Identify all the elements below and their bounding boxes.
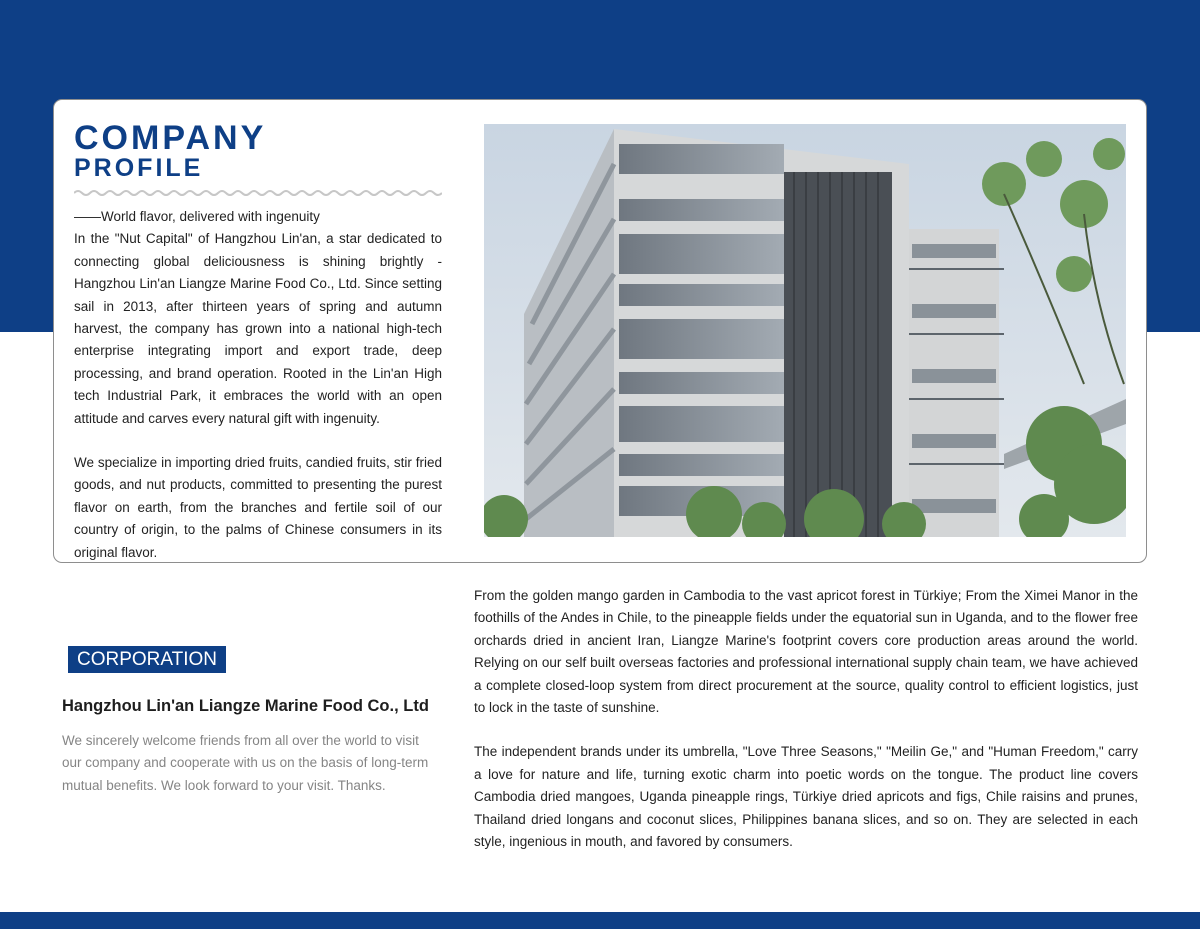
footer-band [0,912,1200,929]
corporation-tag: CORPORATION [68,646,226,673]
welcome-text: We sincerely welcome friends from all over the world to visit our company and cooperate with us on the basis of long-term mutual benefits. We look forward to your visit. Thanks. [62,733,429,793]
details-paragraph-2: The independent brands under its umbrella, "Love Three Seasons," "Meilin Ge," and "Human Freedom," carry a love for nature and life, turning exotic charm into poetic words on the tongue. The product line covers Cambodia dried mangoes, Uganda pineapple rings, Türkiye dried apricots and figs, Chile raisins and prunes, Thailand dried longans and coconut slices, Philippines banana slices, and so on. They are selected in each style, ingenious in mouth, and favored by consumers. [474,744,1138,850]
company-name: Hangzhou Lin'an Liangze Marine Food Co., Ltd [62,697,429,715]
company-details [474,585,1138,853]
wave-divider [74,189,442,197]
profile-paragraph-1: In the "Nut Capital" of Hangzhou Lin'an, a star dedicated to connecting global deliciousness is shining brightly - Hangzhou Lin'an Liangze Marine Food Co., Ltd. Since setting sail in 2013, after thirteen years of spring and autumn harvest, the company has grown into a national high-tech enterprise integrating import and export trade, deep processing, and brand operation. Rooted in the Lin'an High tech Industrial Park, it embraces the world with an open attitude and carves every natural gift with ingenuity. [74,231,442,426]
profile-intro [74,206,442,564]
profile-tagline: ——World flavor, delivered with ingenuity [74,209,320,224]
details-paragraph-1: From the golden mango garden in Cambodia to the vast apricot forest in Türkiye; From the Ximei Manor in the foothills of the Andes in Chile, to the pineapple fields under the equatorial sun in Uganda, and to the flower free orchards dried in ancient Iran, Liangze Marine's footprint covers core production areas around the world. Relying on our self built overseas factories and professional international supply chain team, we have achieved a complete closed-loop system from direct procurement at the source, quality control to efficient logistics, just to lock in the taste of sunshine. [474,588,1138,716]
office-building-photo [484,124,1126,537]
profile-paragraph-2: We specialize in importing dried fruits, candied fruits, stir fried goods, and nut products, committed to presenting the purest flavor on earth, from the branches and fertile soil of our country of origin, to the palms of Chinese consumers in its original flavor. [74,455,442,560]
profile-title-main: COMPANY [74,119,267,157]
company-profile-card [53,99,1147,563]
profile-title-sub: PROFILE [74,154,204,182]
